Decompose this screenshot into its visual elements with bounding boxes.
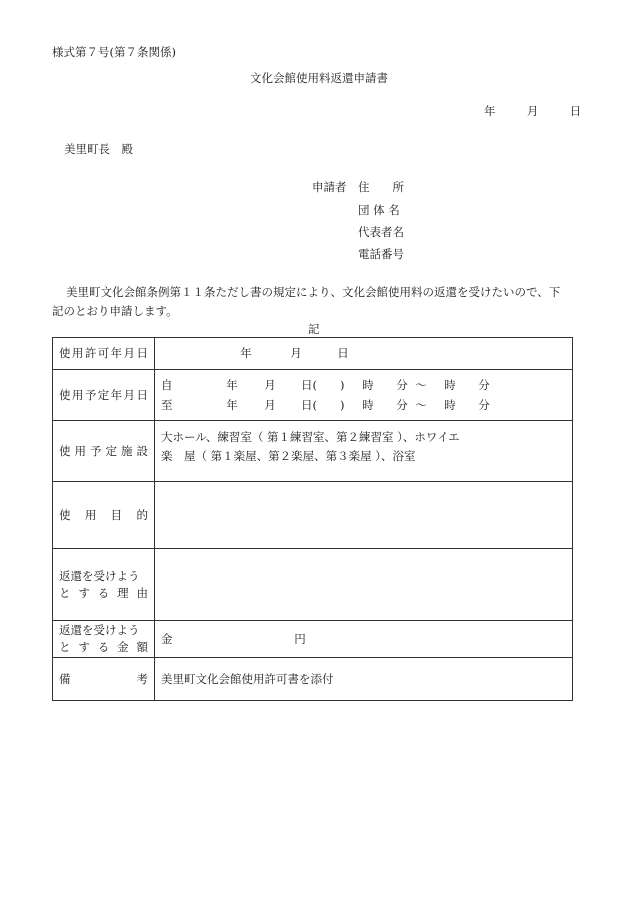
table-row-scheduled-date — [53, 370, 573, 421]
scheduled-to-month: 月 — [264, 397, 276, 412]
applicant-address-label: 住 所 — [358, 180, 404, 194]
scheduled-from-line — [161, 377, 566, 394]
table-row-reason — [53, 549, 573, 621]
amount-label-cell — [53, 621, 155, 658]
table-row-amount — [53, 621, 573, 658]
scheduled-from-month: 月 — [264, 377, 276, 392]
applicant-phone-label: 電話番号 — [358, 247, 404, 261]
scheduled-to-hour: 時 — [362, 397, 374, 412]
scheduled-to-min: 分 — [396, 397, 408, 412]
permit-date-label-cell — [53, 338, 155, 370]
amount-label-line-1: 返還を受けよう — [59, 623, 140, 637]
body-text-line-1: 美里町文化会館条例第１１条ただし書の規定により、文化会館使用料の返還を受けたいので、下 — [66, 285, 561, 299]
table-row-facility — [53, 421, 573, 482]
scheduled-to-hour2: 時 — [444, 397, 456, 412]
purpose-label: 使 用 目 的 — [59, 507, 148, 522]
permit-date-day: 日 — [337, 346, 349, 360]
scheduled-to-line — [161, 397, 566, 414]
scheduled-to-prefix: 至 — [161, 397, 173, 412]
date-day: 日 — [569, 104, 582, 118]
date-year: 年 — [484, 104, 496, 118]
scheduled-from-prefix: 自 — [161, 377, 173, 392]
applicant-group-label: 団 体 名 — [358, 203, 400, 217]
scheduled-to-min2: 分 — [478, 397, 490, 412]
scheduled-date-label: 使 用 予 定 年 月 日 — [59, 387, 148, 402]
ki-heading: 記 — [308, 322, 320, 336]
facility-line-2: 楽 屋（ 第１楽屋、第２楽屋、第３楽屋 ）、浴室 — [161, 449, 416, 463]
amount-yen: 円 — [294, 631, 306, 646]
amount-value-cell[interactable] — [155, 621, 573, 658]
form-number: 様式第７号(第７条関係) — [52, 45, 176, 59]
permit-date-month: 月 — [290, 346, 302, 360]
facility-value-cell[interactable] — [155, 421, 573, 482]
scheduled-to-day: 日( ) — [301, 397, 345, 412]
reason-label-line-1: 返還を受けよう — [59, 568, 140, 583]
table-row-permit-date — [53, 338, 573, 370]
date-month: 月 — [526, 104, 539, 118]
reason-value-cell[interactable] — [155, 549, 573, 621]
facility-line-1: 大ホール、練習室（ 第１練習室、第２練習室 ）、ホワイエ — [161, 430, 460, 444]
remarks-label: 備 考 — [59, 671, 148, 686]
permit-date-year: 年 — [240, 346, 252, 360]
scheduled-from-hour2: 時 — [444, 377, 456, 392]
amount-label-line-2: と す る 金 額 — [59, 640, 148, 654]
scheduled-from-year: 年 — [226, 377, 238, 392]
applicant-label: 申請者 — [312, 180, 347, 194]
reason-label-line-2: と す る 理 由 — [59, 585, 148, 600]
scheduled-from-tilde: ～ — [415, 377, 427, 392]
purpose-value-cell[interactable] — [155, 482, 573, 549]
applicant-representative-label: 代表者名 — [358, 225, 404, 239]
amount-prefix: 金 — [161, 631, 173, 646]
scheduled-to-year: 年 — [226, 397, 238, 412]
application-table — [52, 337, 573, 701]
facility-label-cell — [53, 421, 155, 482]
scheduled-date-label-cell — [53, 370, 155, 421]
addressee: 美里町長 殿 — [64, 142, 133, 156]
scheduled-from-min: 分 — [396, 377, 408, 392]
facility-label: 使 用 予 定 施 設 — [59, 443, 148, 458]
scheduled-to-tilde: ～ — [415, 397, 427, 412]
reason-label-cell — [53, 549, 155, 621]
permit-date-label: 使 用 許 可 年 月 日 — [59, 346, 148, 360]
scheduled-from-day: 日( ) — [301, 377, 345, 392]
scheduled-from-hour: 時 — [362, 377, 374, 392]
document-title: 文化会館使用料返還申請書 — [250, 71, 388, 85]
scheduled-date-value-cell[interactable] — [155, 370, 573, 421]
date-line — [484, 104, 581, 118]
remarks-value: 美里町文化会館使用許可書を添付 — [161, 671, 334, 686]
table-row-remarks — [53, 658, 573, 701]
table-row-purpose — [53, 482, 573, 549]
remarks-value-cell[interactable] — [155, 658, 573, 701]
permit-date-value-cell[interactable] — [155, 338, 573, 370]
scheduled-from-min2: 分 — [478, 377, 490, 392]
purpose-label-cell — [53, 482, 155, 549]
body-text-line-2: 記のとおり申請します。 — [52, 304, 178, 318]
remarks-label-cell — [53, 658, 155, 701]
